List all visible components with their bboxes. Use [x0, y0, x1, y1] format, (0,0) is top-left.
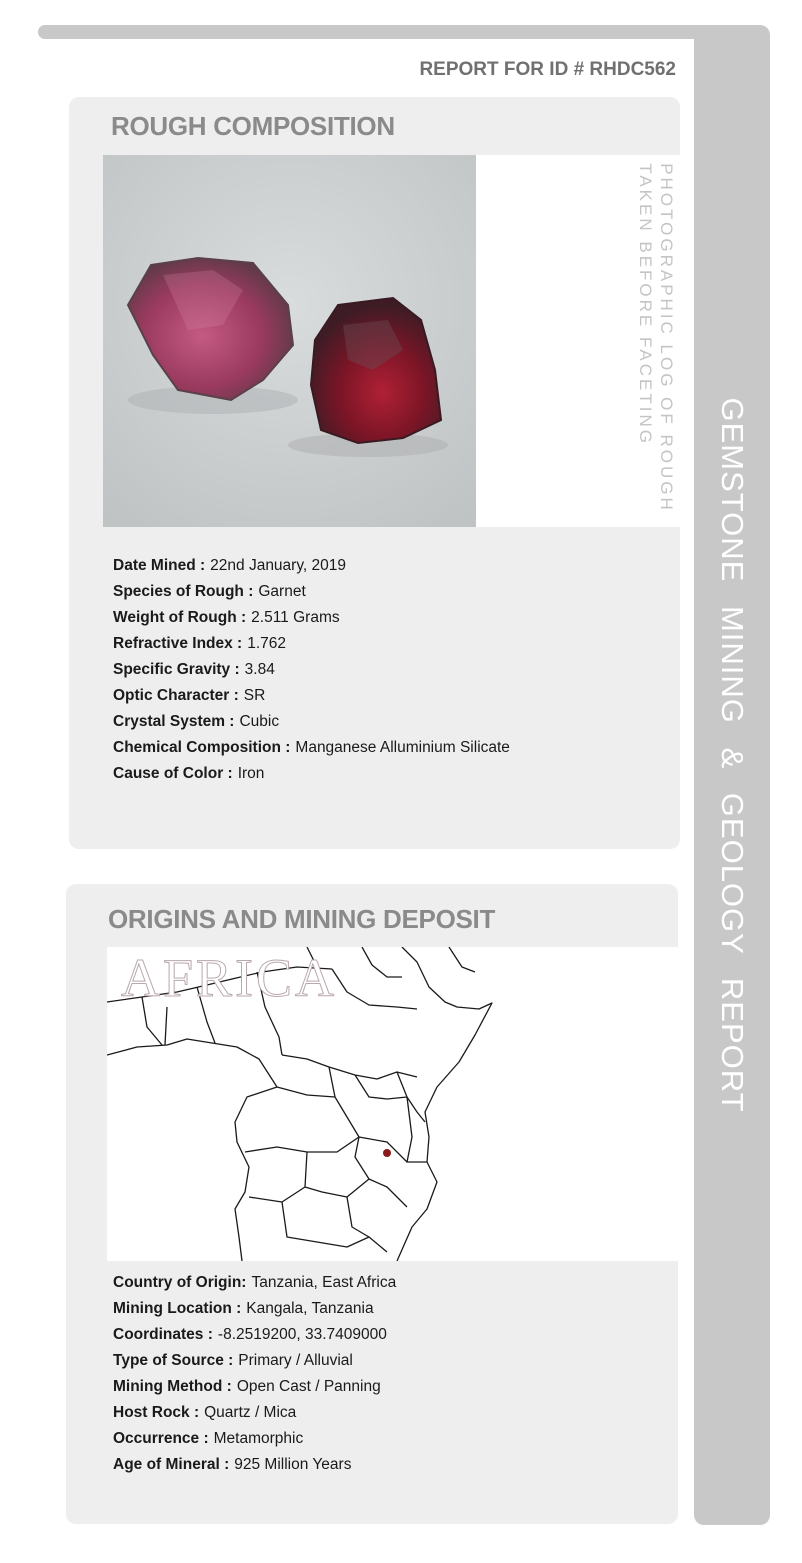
property-row: Crystal System : Cubic — [113, 713, 280, 730]
property-row: Chemical Composition : Manganese Alluminium Silicate — [113, 739, 510, 756]
property-row: Cause of Color : Iron — [113, 765, 265, 782]
rough-gemstone-photo — [103, 155, 476, 527]
property-row: Mining Location : Kangala, Tanzania — [113, 1300, 374, 1317]
report-id-label: REPORT FOR ID # RHDC562 — [419, 59, 676, 80]
property-row: Weight of Rough : 2.511 Grams — [113, 609, 340, 626]
top-frame-bar — [38, 25, 728, 39]
property-row: Occurrence : Metamorphic — [113, 1430, 304, 1447]
garnet-stone-right — [311, 298, 441, 443]
property-row: Country of Origin: Tanzania, East Africa — [113, 1274, 397, 1291]
property-row: Coordinates : -8.2519200, 33.7409000 — [113, 1326, 387, 1343]
report-side-title: GEMSTONE MINING & GEOLOGY REPORT — [715, 397, 750, 1113]
property-row: Host Rock : Quartz / Mica — [113, 1404, 297, 1421]
property-row: Optic Character : SR — [113, 687, 266, 704]
map-label: AFRICA — [121, 948, 338, 1008]
rough-composition-heading: ROUGH COMPOSITION — [111, 111, 395, 141]
origin-properties-list — [113, 1270, 396, 1478]
property-row: Mining Method : Open Cast / Panning — [113, 1378, 381, 1395]
origins-heading: ORIGINS AND MINING DEPOSIT — [108, 904, 496, 934]
property-row: Species of Rough : Garnet — [113, 583, 306, 600]
property-row: Age of Mineral : 925 Million Years — [113, 1456, 352, 1473]
property-row: Type of Source : Primary / Alluvial — [113, 1352, 353, 1369]
mining-location-marker — [383, 1149, 391, 1157]
rough-properties-list — [113, 553, 510, 787]
property-row: Refractive Index : 1.762 — [113, 635, 287, 652]
property-row: Specific Gravity : 3.84 — [113, 661, 275, 678]
africa-map — [107, 947, 678, 1261]
property-row: Date Mined : 22nd January, 2019 — [113, 557, 347, 574]
photo-caption: PHOTOGRAPHIC LOG OF ROUGH TAKEN BEFORE FACETING — [636, 163, 676, 513]
